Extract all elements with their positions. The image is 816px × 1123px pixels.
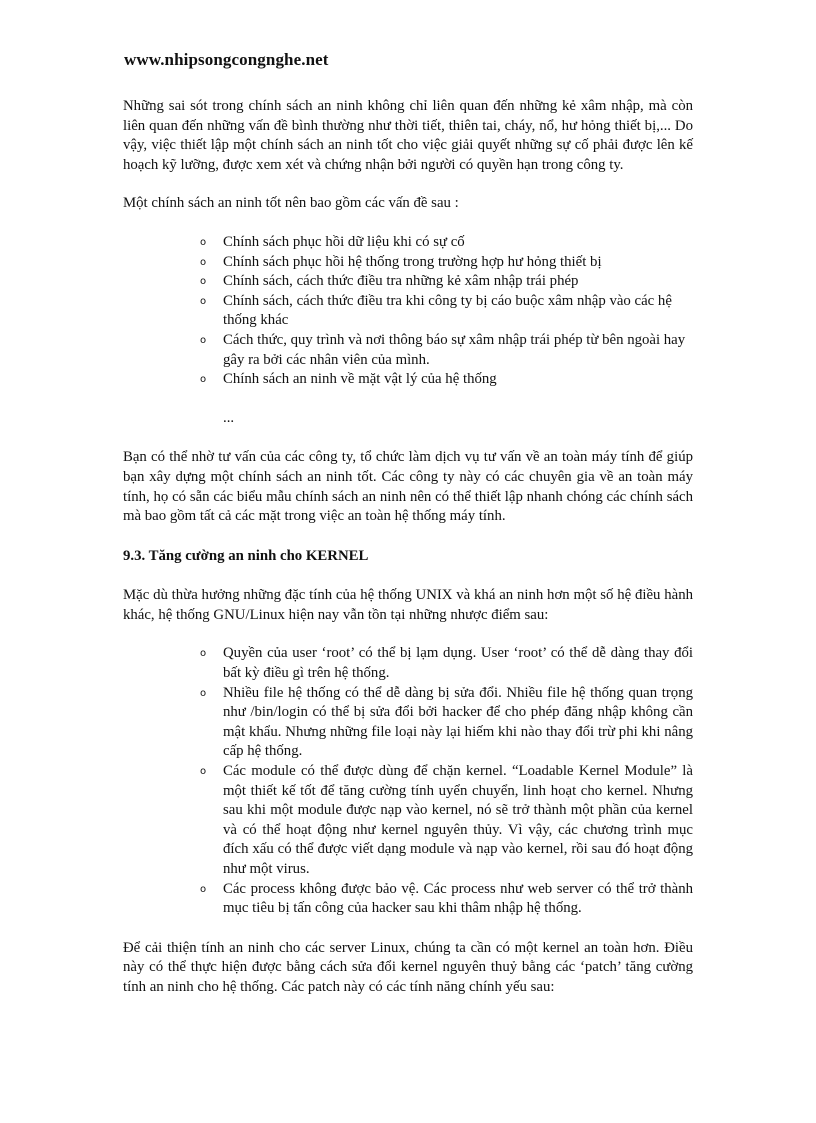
bullet-icon: o bbox=[200, 236, 207, 248]
bullet-icon: o bbox=[200, 687, 207, 699]
bullet-icon: o bbox=[200, 334, 207, 346]
list-item: o Chính sách an ninh về mặt vật lý của hệ thống bbox=[200, 370, 693, 390]
section-heading: 9.3. Tăng cường an ninh cho KERNEL bbox=[123, 547, 369, 564]
bullet-icon: o bbox=[200, 883, 207, 895]
list-ellipsis: ... bbox=[223, 409, 235, 426]
bullet-icon: o bbox=[200, 648, 207, 660]
list-item: o Quyền của user ‘root’ có thể bị lạm dụng. User ‘root’ có thể dễ dàng thay đổi bất kỳ điều gì trên hệ thống. bbox=[200, 645, 693, 682]
bullet-icon: o bbox=[200, 374, 207, 386]
weakness-list bbox=[123, 644, 693, 918]
advice-paragraph: Bạn có thể nhờ tư vấn của các công ty, tổ chức làm dịch vụ tư vấn về an toàn máy tính để giúp bạn xây dựng một chính sách an ninh tốt. Các công ty này có các chuyên gia về an toàn máy tính, họ có sẵn các biểu mẫu chính sách an ninh nên có thể thiết lập nhanh chóng các chính sách mà bao gồm tất cả các mặt trong việc an toàn hệ thống máy tính. bbox=[123, 449, 693, 525]
list-item: o Cách thức, quy trình và nơi thông báo sự xâm nhập trái phép từ bên ngoài hay gây ra bởi các nhân viên của mình. bbox=[200, 331, 686, 368]
bullet-icon: o bbox=[200, 766, 207, 778]
policy-list bbox=[123, 233, 693, 390]
site-header: www.nhipsongcongnghe.net bbox=[124, 50, 329, 69]
list-item: o Chính sách, cách thức điều tra khi công ty bị cáo buộc xâm nhập vào các hệ thống khác bbox=[200, 292, 672, 329]
list-item: o Nhiều file hệ thống có thể dễ dàng bị sửa đổi. Nhiều file hệ thống quan trọng như /bin/login có thể bị sửa đổi bởi hacker để cho phép đăng nhập không cần mật khẩu. Nhưng những file loại này lại hiếm khi nào thay đổi trừ phi khi nâng cấp hệ thống. bbox=[200, 684, 693, 760]
list-item: o Các process không được bảo vệ. Các process như web server có thể trở thành mục tiêu bị tấn công của hacker sau khi thâm nhập hệ thống. bbox=[200, 880, 693, 917]
list-item: o Các module có thể được dùng để chặn kernel. “Loadable Kernel Module” là một thiết kế tốt để tăng cường tính uyển chuyển, linh hoạt cho kernel. Nhưng sau khi một module được nạp vào kernel, nó sẽ trở thành một phần của kernel và có thể hoạt động như kernel nguyên thủy. Vì vậy, các chương trình mục đích xấu có thể được viết dạng module và nạp vào kernel, rồi sau đó hoạt động như một virus. bbox=[200, 763, 693, 877]
intro-paragraph-2: Một chính sách an ninh tốt nên bao gồm các vấn đề sau : bbox=[123, 195, 459, 212]
list-item: o Chính sách phục hồi hệ thống trong trường hợp hư hỏng thiết bị bbox=[200, 253, 693, 273]
page-content bbox=[123, 97, 693, 998]
bullet-icon: o bbox=[200, 295, 207, 307]
section-paragraph-1: Mặc dù thừa hưởng những đặc tính của hệ thống UNIX và khá an ninh hơn một số hệ điều hành khác, hệ thống GNU/Linux hiện nay vẫn tồn tại những nhược điểm sau: bbox=[123, 587, 693, 623]
intro-paragraph-1: Những sai sót trong chính sách an ninh không chỉ liên quan đến những kẻ xâm nhập, mà còn liên quan đến những vấn đề bình thường như thời tiết, thiên tai, cháy, nổ, hư hỏng thiết bị,... Do vậy, việc thiết lập một chính sách an ninh tốt cho việc giải quyết những sự cố phải được lên kế hoạch kỹ lưỡng, được xem xét và chứng nhận bởi người có quyền hạn trong công ty. bbox=[123, 98, 693, 173]
section-paragraph-2: Để cải thiện tính an ninh cho các server Linux, chúng ta cần có một kernel an toàn hơn. Điều này có thể thực hiện được bằng cách sửa đổi kernel nguyên thuỷ bằng các ‘patch’ tăng cường tính an ninh cho hệ thống. Các patch này có các tính năng chính yếu sau: bbox=[123, 939, 693, 995]
list-item: o Chính sách, cách thức điều tra những kẻ xâm nhập trái phép bbox=[200, 272, 693, 292]
bullet-icon: o bbox=[200, 256, 207, 268]
bullet-icon: o bbox=[200, 276, 207, 288]
list-item: o Chính sách phục hồi dữ liệu khi có sự cố bbox=[200, 233, 693, 253]
